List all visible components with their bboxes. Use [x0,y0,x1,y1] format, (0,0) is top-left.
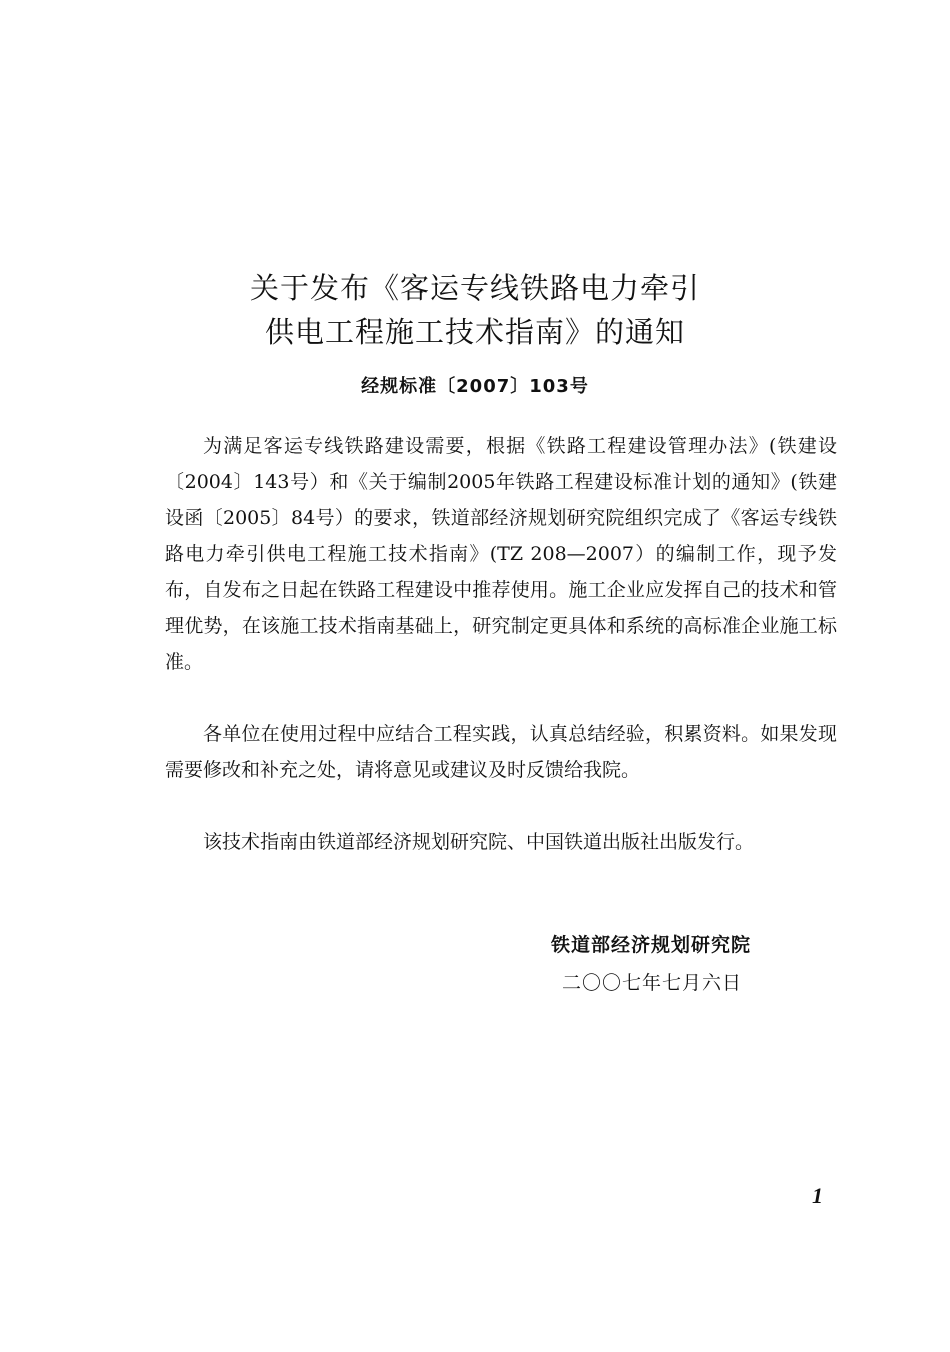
document-number: 经规标准〔2007〕103号 [361,376,589,397]
body-paragraph-3 [165,824,837,860]
notice-title-line-2: 供电工程施工技术指南》的通知 [264,315,685,349]
paragraph-text: 该技术指南由铁道部经济规划研究院、中国铁道出版社出版发行。 [203,831,755,853]
paragraph-text: 为满足客运专线铁路建设需要，根据《铁路工程建设管理办法》(铁建设〔2004〕143号）和《关于编制2005年铁路工程建设标准计划的通知》(铁建设函〔2005〕84号）的要求，铁道部经济规划研究院组织完成了《客运专线铁路电力牵引供电工程施工技术指南》(TZ 208—2007）的编制工作，现予发布，自发布之日起在铁路工程建设中推荐使用。施工企业应发挥自己的技术和管理优势，在该施工技术指南基础上，研究制定更具体和系统的高标准企业施工标准。 [165,435,837,673]
page-number: 1 [812,1183,823,1208]
notice-title-line-1: 关于发布《客运专线铁路电力牵引 [249,271,700,305]
signature-date: 二〇〇七年七月六日 [562,972,743,994]
body-paragraph-1 [165,428,837,680]
signature-organization: 铁道部经济规划研究院 [551,934,752,956]
body-paragraph-2 [165,716,837,788]
paragraph-text: 各单位在使用过程中应结合工程实践，认真总结经验，积累资料。如果发现需要修改和补充之处，请将意见或建议及时反馈给我院。 [165,723,837,781]
